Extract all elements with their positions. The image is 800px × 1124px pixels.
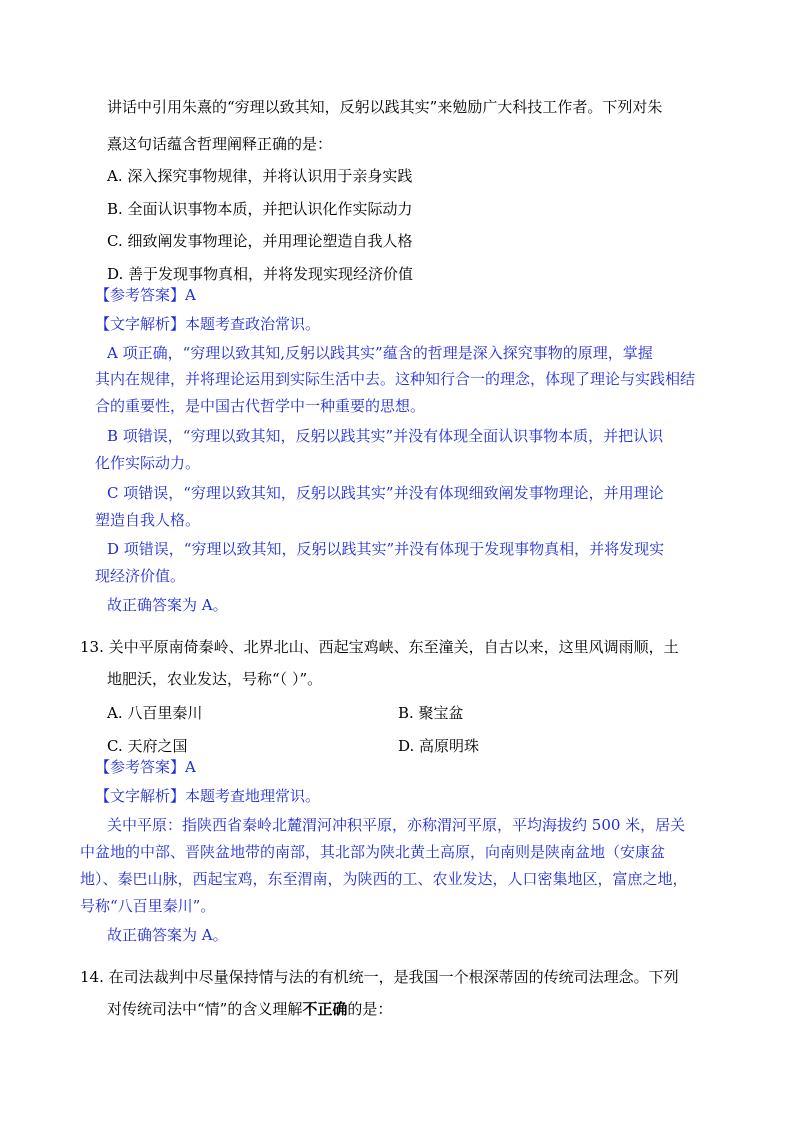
q12-stem-line-2: 熹这句话蕴含哲理阐释正确的是： xyxy=(107,135,333,153)
q12-analysis-line-5: 化作实际动力。 xyxy=(95,454,201,472)
q13-analysis-line-4: 号称“八百里秦川”。 xyxy=(80,897,216,915)
q13-option-d: D. 高原明珠 xyxy=(398,737,480,755)
q12-stem-line-1: 讲话中引用朱熹的“穷理以致其知，反躬以践其实”来勉励广大科技工作者。下列对朱 xyxy=(107,98,663,116)
q14-stem-line-1: 14. 在司法裁判中尽量保持情与法的有机统一，是我国一个根深蒂固的传统司法理念。下列 xyxy=(80,968,679,986)
q12-option-c: C. 细致阐发事物理论，并用理论塑造自我人格 xyxy=(107,232,413,250)
q13-option-a: A. 八百里秦川 xyxy=(107,704,203,722)
q14-emphasis-not-correct: 不正确 xyxy=(302,1000,348,1018)
q14-stem-line-2 xyxy=(107,999,392,1019)
q12-analysis-line-7: 塑造自我人格。 xyxy=(95,511,201,529)
q12-analysis-line-1: A 项正确，“穷理以致其知,反躬以践其实”蕴含的哲理是深入探究事物的原理，掌握 xyxy=(107,344,653,362)
q13-option-b: B. 聚宝盆 xyxy=(398,704,464,722)
q13-reference-answer: 【参考答案】A xyxy=(95,758,196,776)
q12-conclusion: 故正确答案为 A。 xyxy=(107,596,228,614)
q12-analysis-line-2: 其内在规律，并将理论运用到实际生活中去。这种知行合一的理念，体现了理论与实践相结 xyxy=(95,370,696,388)
q13-analysis-line-3: 地）、秦巴山脉，西起宝鸡，东至渭南，为陕西的工、农业发达，人口密集地区，富庶之地， xyxy=(80,870,688,888)
q12-option-a: A. 深入探究事物规律，并将认识用于亲身实践 xyxy=(107,167,413,185)
q12-analysis-line-3: 合的重要性，是中国古代哲学中一种重要的思想。 xyxy=(95,397,426,415)
q12-analysis-line-4: B 项错误，“穷理以致其知，反躬以践其实”并没有体现全面认识事物本质，并把认识 xyxy=(107,427,664,445)
q12-option-d: D. 善于发现事物真相，并将发现实现经济价值 xyxy=(107,265,414,283)
q13-conclusion: 故正确答案为 A。 xyxy=(107,926,228,944)
q14-stem-part-3: 的是： xyxy=(347,1000,393,1018)
q13-analysis-line-2: 中盆地的中部、晋陕盆地带的南部，其北部为陕北黄土高原，向南则是陕南盆地（安康盆 xyxy=(80,843,666,861)
q12-reference-answer: 【参考答案】A xyxy=(95,286,196,304)
q12-analysis-line-6: C 项错误，“穷理以致其知，反躬以践其实”并没有体现细致阐发事物理论，并用理论 xyxy=(107,484,664,502)
q13-stem-line-2: 地肥沃，农业发达，号称“（ ）”。 xyxy=(107,670,323,688)
q13-analysis-line-1: 关中平原：指陕西省秦岭北麓渭河冲积平原，亦称渭河平原，平均海拔约 500 米，居关 xyxy=(107,816,686,834)
q12-analysis-title: 【文字解析】本题考查政治常识。 xyxy=(95,315,321,333)
q13-analysis-title: 【文字解析】本题考查地理常识。 xyxy=(95,787,321,805)
q12-analysis-line-9: 现经济价值。 xyxy=(95,567,186,585)
q13-stem-line-1: 13. 关中平原南倚秦岭、北界北山、西起宝鸡峡、东至潼关，自古以来，这里风调雨顺，土 xyxy=(80,638,679,656)
q12-option-b: B. 全面认识事物本质，并把认识化作实际动力 xyxy=(107,200,413,218)
q13-option-c: C. 天府之国 xyxy=(107,737,188,755)
q14-stem-part-1: 对传统司法中“情”的含义理解 xyxy=(107,1000,303,1018)
q12-analysis-line-8: D 项错误，“穷理以致其知，反躬以践其实”并没有体现于发现事物真相，并将发现实 xyxy=(107,540,665,558)
